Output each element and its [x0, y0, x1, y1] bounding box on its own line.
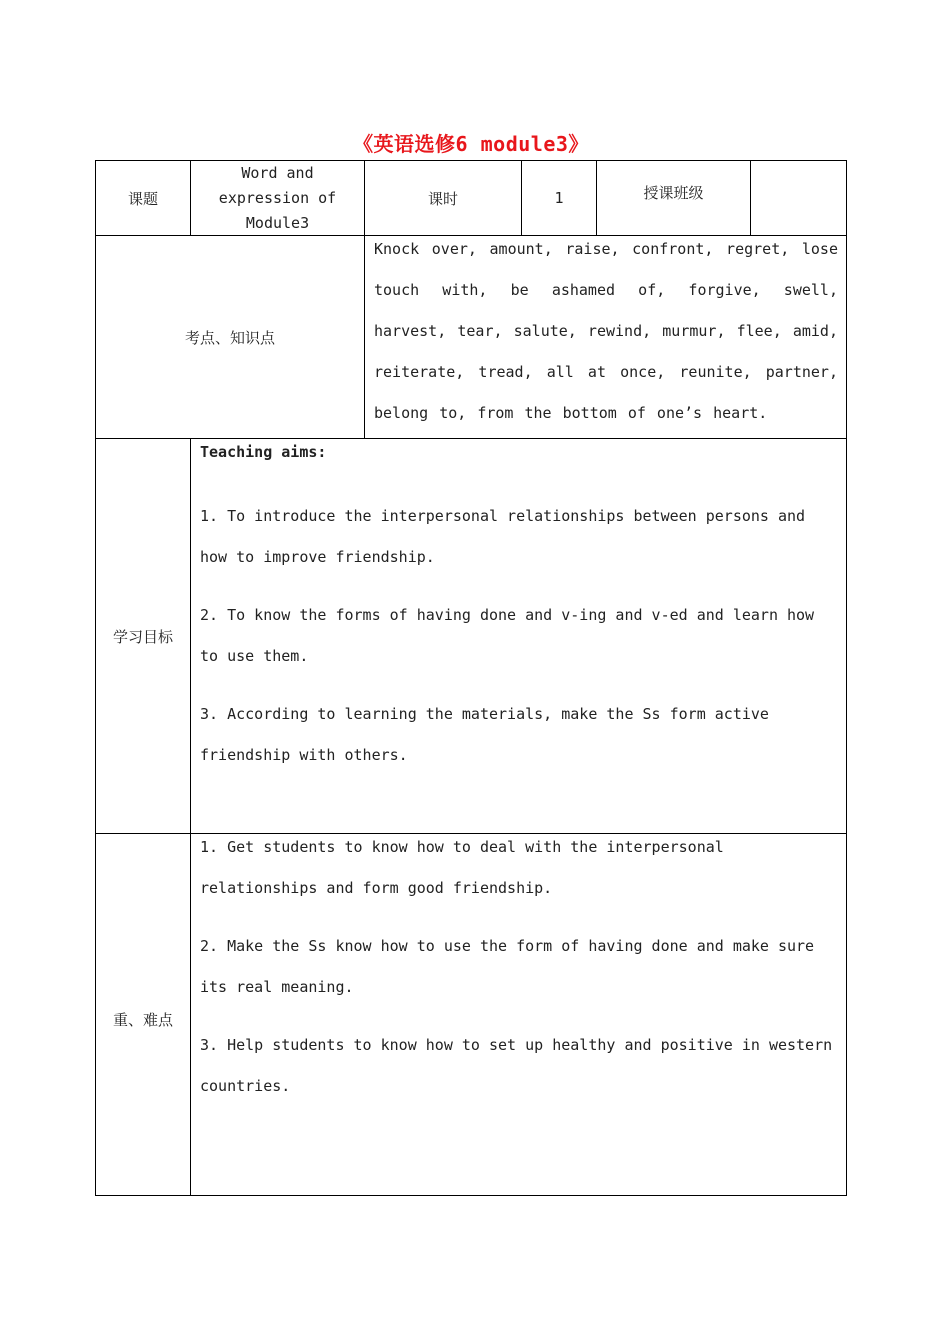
key-points-content-cell: [191, 834, 846, 1195]
objective-item: 2. To know the forms of having done and v-ing and v-ed and learn how to use them.: [200, 606, 815, 665]
table-border-right: [846, 160, 847, 1196]
key-points-label: 重、难点: [112, 1011, 173, 1029]
objective-item: 1. To introduce the interpersonal relationships between persons and how to improve friendship.: [200, 507, 806, 566]
period-value-cell: [522, 161, 596, 235]
class-value-cell: [751, 161, 846, 235]
knowledge-label-cell: [96, 236, 364, 438]
objectives-content-cell: [191, 439, 846, 833]
key-point-item: 1. Get students to know how to deal with the interpersonal relationships and form good friendship.: [200, 838, 724, 897]
knowledge-text: Knock over, amount, raise, confront, regret, lose touch with, be ashamed of, forgive, swell, harvest, tear, salute, rewind, murmur, flee, amid, reiterate, tread, all at once, reunite, partner, belong to, from the bottom of one’s heart.: [374, 240, 838, 422]
knowledge-label: 考点、知识点: [184, 328, 275, 347]
key-point-item: 3. Help students to know how to set up healthy and positive in western countries.: [200, 1036, 833, 1095]
period-value: 1: [554, 189, 564, 207]
topic-value: Word and expression of Module3: [218, 163, 337, 232]
topic-value-cell: [191, 161, 364, 235]
objectives-label: 学习目标: [112, 627, 173, 646]
document-title: 《英语选修6 module3》: [353, 132, 589, 156]
topic-label: 课题: [127, 189, 158, 208]
key-point-item: 2. Make the Ss know how to use the form of having done and make sure its real meaning.: [200, 937, 815, 996]
objective-item: 3. According to learning the materials, make the Ss form active friendship with others.: [200, 705, 769, 764]
class-label: 授课班级: [643, 184, 704, 202]
table-border-bottom: [95, 1195, 847, 1196]
objectives-label-cell: [96, 439, 190, 833]
topic-label-cell: [96, 161, 190, 235]
teaching-aims-heading: Teaching aims:: [200, 443, 327, 461]
knowledge-content-cell: [365, 236, 846, 438]
class-label-cell: [597, 161, 750, 235]
period-label: 课时: [427, 189, 458, 208]
key-points-label-cell: [96, 834, 190, 1195]
period-label-cell: [365, 161, 521, 235]
